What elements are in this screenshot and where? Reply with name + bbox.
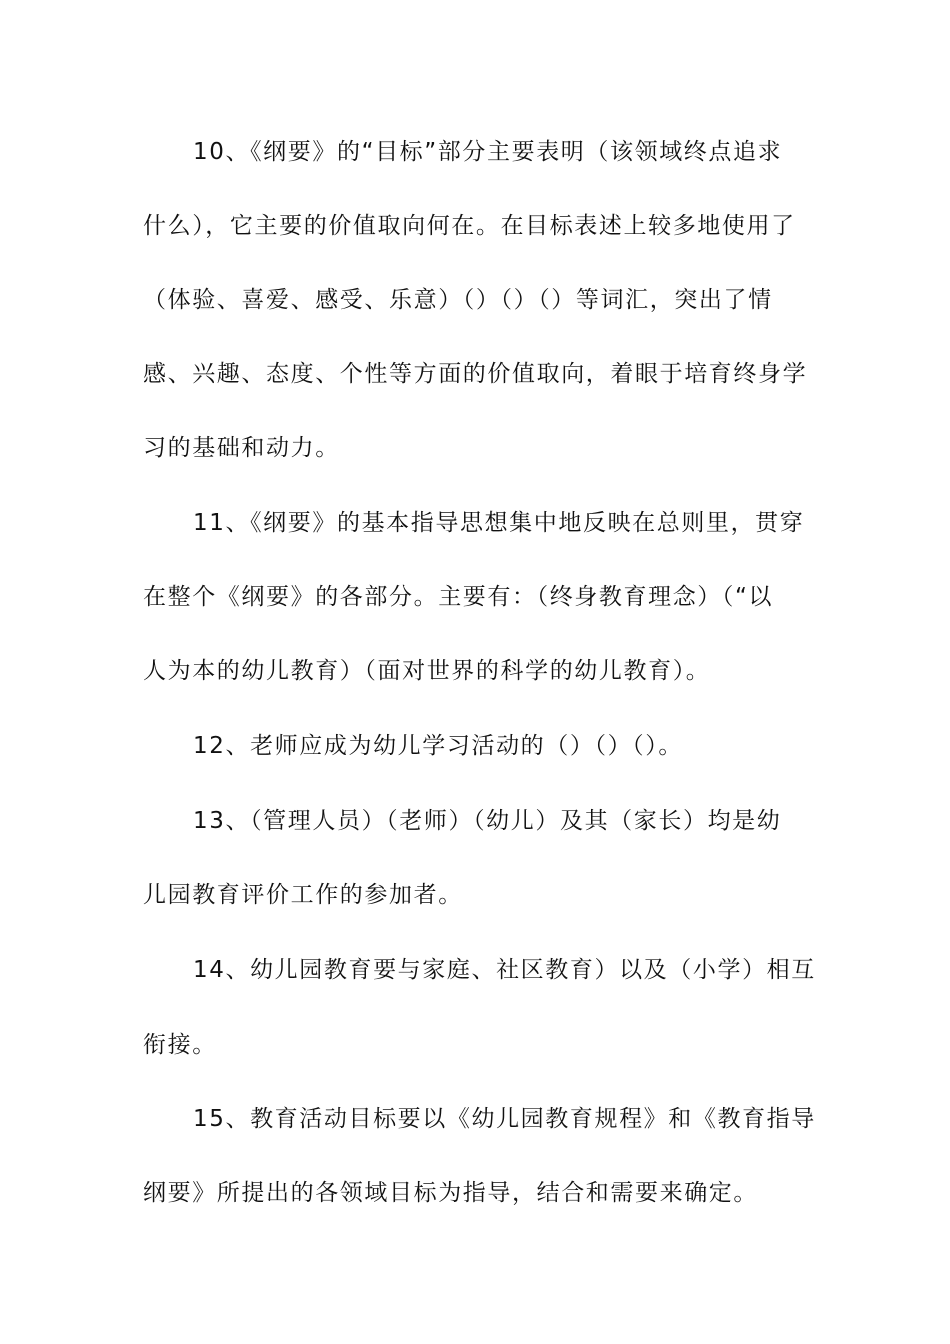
item-11-line-1: 11、《纲要》的基本指导思想集中地反映在总则里，贯穿 [193, 510, 805, 536]
item-10-line-4: 感、兴趣、态度、个性等方面的价值取向，着眼于培育终身学 [143, 361, 808, 387]
item-14-line-1: 14、幼儿园教育要与家庭、社区教育）以及（小学）相互 [193, 957, 816, 983]
item-10-line-2: 什么），它主要的价值取向何在。在目标表述上较多地使用了 [143, 213, 796, 239]
item-13-line-1: 13、（管理人员）（老师）（幼儿）及其（家长）均是幼 [193, 808, 782, 834]
item-12-line-1: 12、老师应成为幼儿学习活动的（）（）（）。 [193, 733, 683, 759]
item-14-line-2: 衔接。 [143, 1032, 217, 1058]
item-15-line-1: 15、教育活动目标要以《幼儿园教育规程》和《教育指导 [193, 1106, 816, 1132]
item-11-line-2: 在整个《纲要》的各部分。主要有：（终身教育理念）（“以 [143, 584, 774, 610]
item-15-line-2: 纲要》所提出的各领域目标为指导，结合和需要来确定。 [143, 1180, 758, 1206]
item-10-line-5: 习的基础和动力。 [143, 435, 340, 461]
item-11-line-3: 人为本的幼儿教育）（面对世界的科学的幼儿教育）。 [143, 658, 711, 684]
item-10-line-1: 10、《纲要》的“目标”部分主要表明（该领域终点追求 [193, 139, 783, 165]
item-13-line-2: 儿园教育评价工作的参加者。 [143, 882, 463, 908]
item-10-line-3: （体验、喜爱、感受、乐意）（）（）（）等词汇，突出了情 [143, 287, 773, 313]
